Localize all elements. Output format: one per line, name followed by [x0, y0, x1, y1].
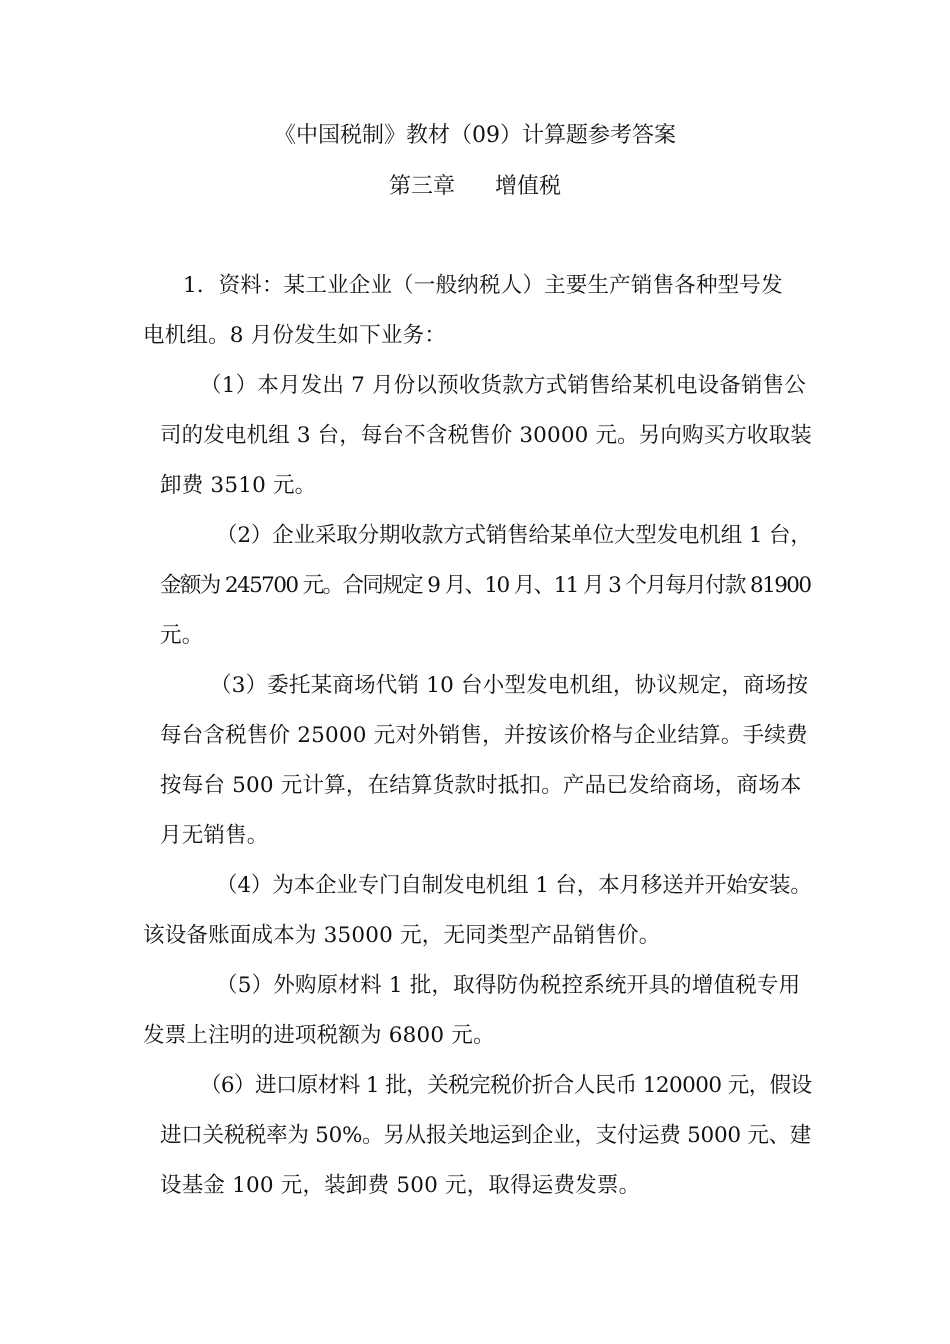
paragraph-line: 设基金 100 元，装卸费 500 元，取得运费发票。 — [160, 1173, 641, 1198]
paragraph-line: （6）进口原材料 1 批，关税完税价折合人民币 120000 元，假设 — [200, 1073, 812, 1098]
document-title: 《中国税制》教材（09）计算题参考答案 — [274, 123, 676, 148]
paragraph-line: （2）企业采取分期收款方式销售给某单位大型发电机组 1 台， — [216, 523, 812, 548]
chapter-name: 增值税 — [495, 174, 562, 199]
chapter-number: 第三章 — [388, 174, 455, 199]
paragraph-line: 1．资料：某工业企业（一般纳税人）主要生产销售各种型号发 — [183, 273, 783, 298]
paragraph-line: 电机组。8 月份发生如下业务： — [143, 323, 447, 348]
paragraph-line: 月无销售。 — [160, 823, 269, 848]
paragraph-line: 进口关税税率为 50%。另从报关地运到企业，支付运费 5000 元、建 — [160, 1123, 812, 1148]
paragraph-line: 每台含税售价 25000 元对外销售，并按该价格与企业结算。手续费 — [160, 723, 808, 748]
paragraph-line: （1）本月发出 7 月份以预收货款方式销售给某机电设备销售公 — [200, 373, 807, 398]
paragraph-line: 该设备账面成本为 35000 元，无同类型产品销售价。 — [143, 923, 661, 948]
paragraph-line: 元。 — [160, 623, 204, 648]
chapter-heading — [0, 172, 950, 202]
paragraph-line: （5）外购原材料 1 批，取得防伪税控系统开具的增值税专用 — [216, 973, 801, 998]
paragraph-line: 金额为 245700 元。合同规定 9 月、10 月、11 月 3 个月每月付款 81900 — [160, 573, 811, 598]
paragraph-line: （3）委托某商场代销 10 台小型发电机组，协议规定，商场按 — [210, 673, 809, 698]
paragraph-line: 发票上注明的进项税额为 6800 元。 — [143, 1023, 495, 1048]
paragraph-line: 司的发电机组 3 台，每台不含税售价 30000 元。另向购买方收取装 — [160, 423, 812, 448]
paragraph-line: 卸费 3510 元。 — [160, 473, 317, 498]
paragraph-line: （4）为本企业专门自制发电机组 1 台，本月移送并开始安装。 — [216, 873, 812, 898]
paragraph-line: 按每台 500 元计算，在结算货款时抵扣。产品已发给商场，商场本 — [160, 773, 802, 798]
